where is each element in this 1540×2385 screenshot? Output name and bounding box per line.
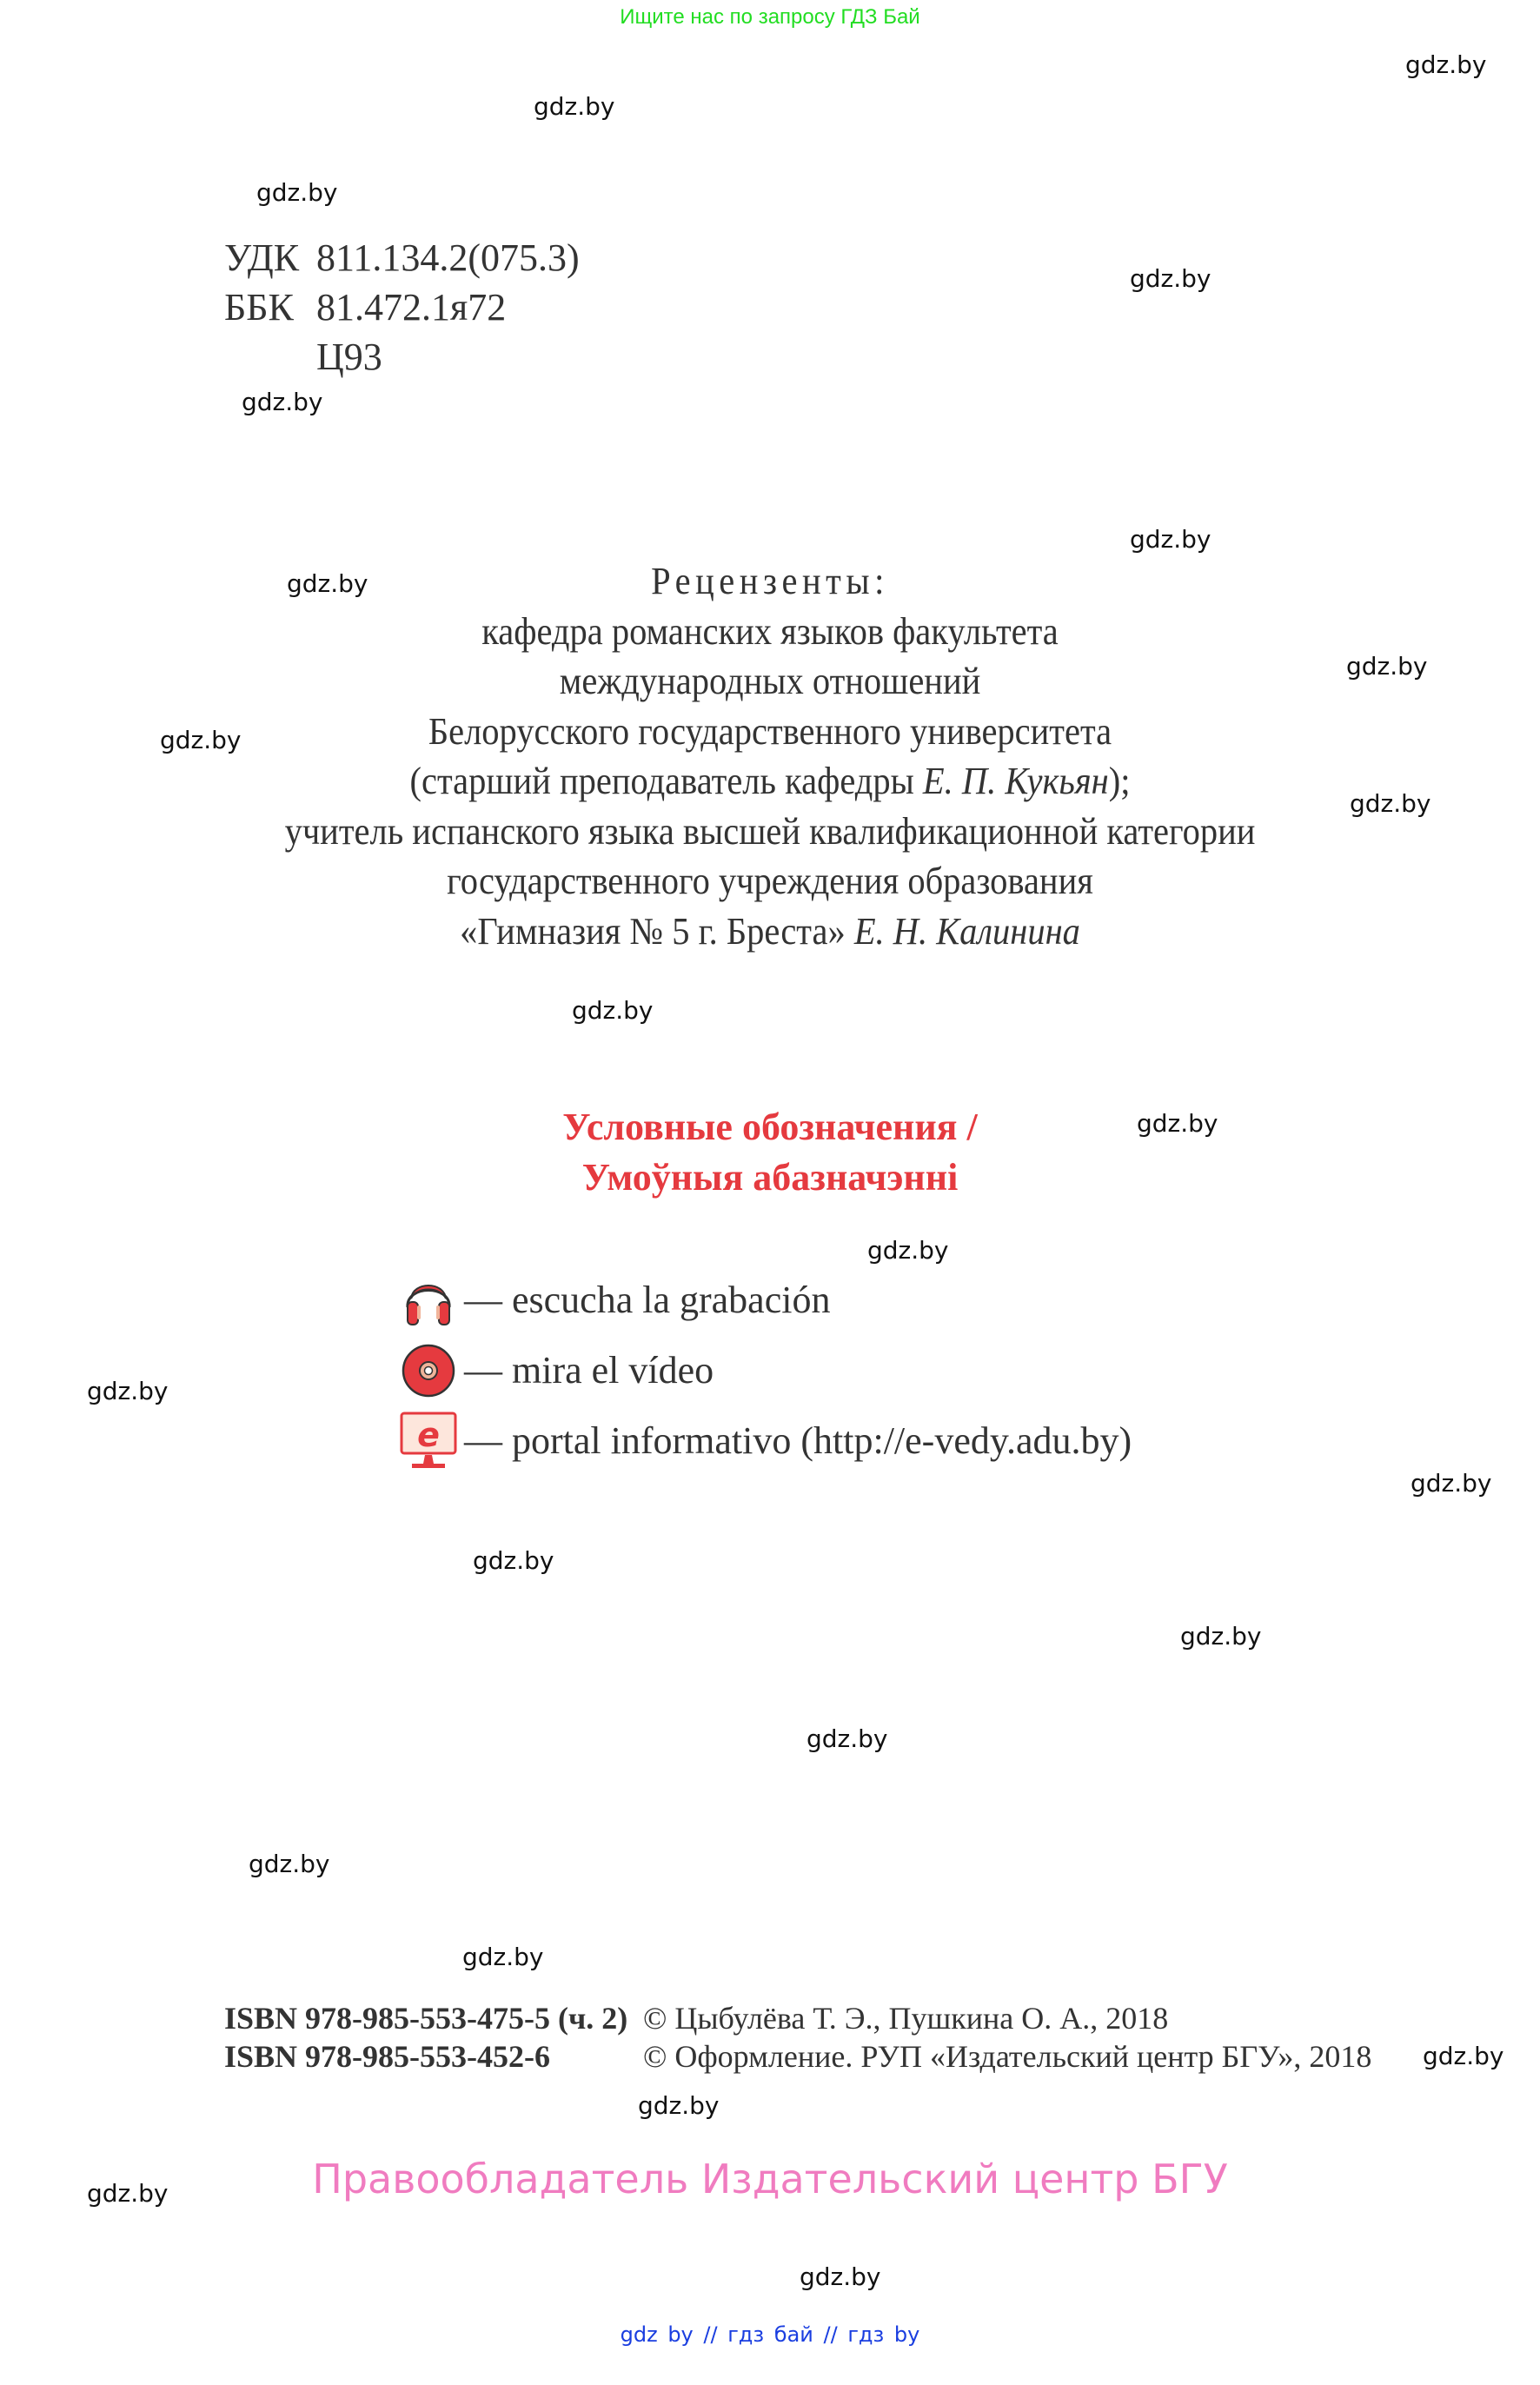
reviewer-text: ); — [1108, 760, 1131, 802]
top-banner: Ищите нас по запросу ГДЗ Бай — [620, 5, 920, 29]
reviewer-line: международных отношений — [559, 660, 981, 702]
watermark: gdz.by — [807, 1724, 888, 1753]
author-mark-value: Ц93 — [316, 335, 382, 378]
watermark: gdz.by — [572, 996, 654, 1025]
watermark: gdz.by — [638, 2091, 720, 2120]
author-mark-label — [224, 332, 316, 382]
watermark: gdz.by — [1346, 652, 1428, 681]
watermark: gdz.by — [287, 569, 368, 598]
watermark: gdz.by — [160, 726, 242, 754]
watermark: gdz.by — [249, 1850, 330, 1878]
headphones-icon — [400, 1270, 457, 1331]
reviewer-line: Белорусского государственного университета — [428, 709, 1112, 753]
watermark: gdz.by — [1405, 50, 1487, 79]
bbk-row — [224, 282, 580, 332]
bbk-value: 81.472.1я72 — [316, 286, 507, 329]
reviewer-name: Е. Н. Калинина — [853, 909, 1080, 953]
legend-item-label: — portal informativo (http://e-vedy.adu.by) — [464, 1419, 1132, 1462]
watermark: gdz.by — [242, 388, 323, 416]
isbn-row — [224, 1999, 1371, 2037]
watermark: gdz.by — [1130, 264, 1211, 293]
watermark: gdz.by — [1423, 2042, 1504, 2070]
legend-item-portal — [400, 1405, 1132, 1476]
watermark: gdz.by — [256, 178, 338, 207]
reviewers-heading: Рецензенты: — [651, 560, 889, 602]
watermark: gdz.by — [87, 1377, 169, 1405]
legend-title-ru: Условные обозначения / — [562, 1106, 978, 1148]
watermark: gdz.by — [800, 2262, 881, 2291]
watermark: gdz.by — [1411, 1469, 1492, 1498]
watermark: gdz.by — [462, 1943, 544, 1971]
watermark: gdz.by — [1180, 1622, 1262, 1651]
rights-holder: Правообладатель Издательский центр БГУ — [312, 2156, 1228, 2202]
legend-list — [400, 1265, 1132, 1476]
reviewers-block — [62, 556, 1478, 956]
legend-title-by: Умоўныя абазначэнні — [581, 1156, 959, 1199]
udk-row — [224, 233, 580, 282]
legend-item-label: — escucha la grabación — [464, 1279, 831, 1321]
isbn-block — [224, 1999, 1371, 2076]
reviewer-line: кафедра романских языков факультета — [481, 609, 1059, 653]
copyright-text: © Цыбулёва Т. Э., Пушкина О. А., 2018 — [643, 2001, 1169, 2036]
watermark: gdz.by — [1137, 1109, 1218, 1138]
isbn-row — [224, 2037, 1371, 2076]
bbk-label: ББК — [224, 286, 294, 329]
svg-text:e: e — [417, 1415, 440, 1454]
legend-item-audio — [400, 1265, 1132, 1335]
footer-links[interactable]: gdz by // гдз бай // гдз by — [620, 2322, 920, 2347]
watermark: gdz.by — [534, 92, 615, 121]
e-portal-icon — [400, 1411, 457, 1472]
reviewer-text: (старший преподаватель кафедры — [409, 760, 923, 802]
disc-icon — [400, 1340, 457, 1401]
watermark: gdz.by — [87, 2179, 169, 2208]
isbn-number: ISBN 978-985-553-452-6 — [224, 2039, 550, 2074]
watermark: gdz.by — [1130, 525, 1211, 554]
reviewer-line — [62, 907, 1478, 957]
watermark: gdz.by — [867, 1236, 949, 1265]
watermark: gdz.by — [1350, 789, 1431, 818]
classification-block — [224, 233, 580, 382]
copyright-text: © Оформление. РУП «Издательский центр БГУ», 2018 — [643, 2039, 1372, 2074]
watermark: gdz.by — [473, 1546, 554, 1575]
reviewer-line: государственного учреждения образования — [447, 860, 1093, 902]
reviewer-name: Е. П. Кукьян — [922, 760, 1109, 802]
legend-item-label: — mira el vídeo — [464, 1349, 714, 1392]
isbn-number: ISBN 978-985-553-475-5 (ч. 2) — [224, 2001, 628, 2036]
legend-title — [0, 1102, 1540, 1203]
author-mark-row — [224, 332, 580, 382]
reviewer-line: учитель испанского языка высшей квалификационной категории — [284, 809, 1256, 853]
legend-item-video — [400, 1335, 1132, 1405]
reviewer-text: «Гимназия № 5 г. Бреста» — [460, 909, 854, 953]
udk-label: УДК — [224, 236, 300, 279]
reviewer-line — [62, 756, 1478, 807]
udk-value: 811.134.2(075.3) — [316, 236, 580, 279]
